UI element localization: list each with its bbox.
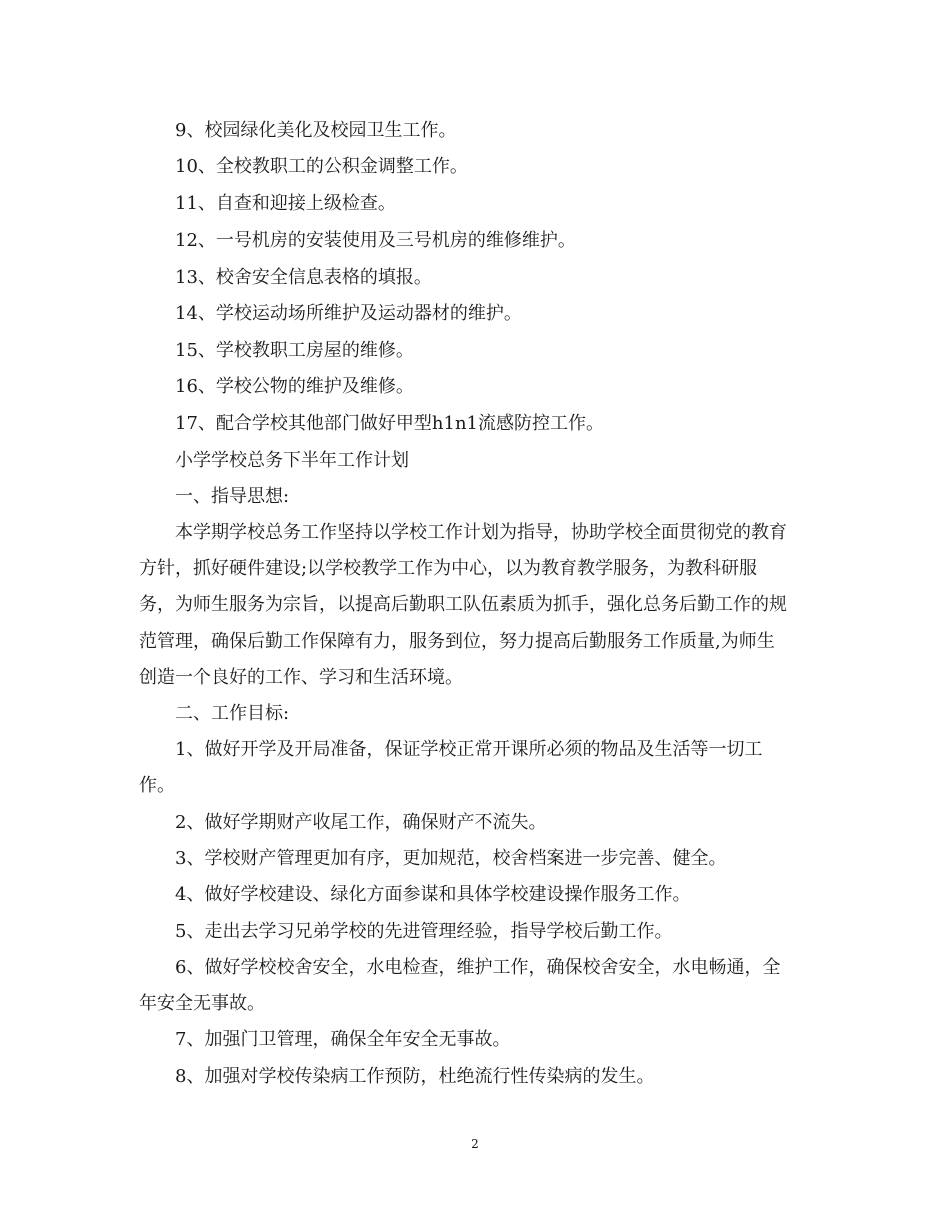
list-item: 3、学校财产管理更加有序，更加规范，校舍档案进一步完善、健全。 bbox=[175, 848, 727, 869]
list-item: 1、做好开学及开局准备，保证学校正常开课所必须的物品及生活等一切工 bbox=[175, 739, 763, 760]
list-item: 4、做好学校建设、绿化方面参谋和具体学校建设操作服务工作。 bbox=[175, 884, 691, 905]
list-item: 6、做好学校校舍安全，水电检查，维护工作，确保校舍安全，水电畅通，全 bbox=[175, 957, 781, 978]
paragraph-line: 务，为师生服务为宗旨，以提高后勤职工队伍素质为抓手，强化总务后勤工作的规 bbox=[139, 594, 787, 615]
page-number: 2 bbox=[471, 1137, 479, 1151]
paragraph-line: 方针，抓好硬件建设;以学校教学工作为中心，以为教育教学服务，为教科研服 bbox=[139, 558, 758, 579]
list-item: 12、一号机房的安装使用及三号机房的维修维护。 bbox=[175, 230, 576, 251]
paragraph-line: 本学期学校总务工作坚持以学校工作计划为指导，协助学校全面贯彻党的教育 bbox=[175, 522, 787, 543]
list-item: 16、学校公物的维护及维修。 bbox=[175, 376, 414, 397]
list-item: 8、加强对学校传染病工作预防，杜绝流行性传染病的发生。 bbox=[175, 1066, 655, 1087]
paragraph-line: 创造一个良好的工作、学习和生活环境。 bbox=[139, 667, 463, 688]
list-item: 17、配合学校其他部门做好甲型h1n1流感防控工作。 bbox=[175, 413, 604, 434]
list-item: 10、全校教职工的公积金调整工作。 bbox=[175, 156, 468, 177]
list-item-continuation: 年安全无事故。 bbox=[139, 993, 265, 1014]
list-item: 5、走出去学习兄弟学校的先进管理经验，指导学校后勤工作。 bbox=[175, 921, 673, 942]
list-item: 2、做好学期财产收尾工作，确保财产不流失。 bbox=[175, 812, 547, 833]
list-item: 9、校园绿化美化及校园卫生工作。 bbox=[175, 120, 457, 141]
section-title: 小学学校总务下半年工作计划 bbox=[175, 450, 409, 471]
list-item: 13、校舍安全信息表格的填报。 bbox=[175, 267, 432, 288]
list-item: 14、学校运动场所维护及运动器材的维护。 bbox=[175, 303, 522, 324]
section-heading: 二、工作目标: bbox=[175, 703, 290, 724]
list-item: 15、学校教职工房屋的维修。 bbox=[175, 340, 414, 361]
list-item-continuation: 作。 bbox=[139, 775, 175, 796]
paragraph-line: 范管理，确保后勤工作保障有力，服务到位，努力提高后勤服务工作质量,为师生 bbox=[139, 631, 775, 652]
section-heading: 一、指导思想: bbox=[175, 486, 290, 507]
list-item: 11、自查和迎接上级检查。 bbox=[175, 193, 396, 214]
list-item: 7、加强门卫管理，确保全年安全无事故。 bbox=[175, 1029, 511, 1050]
